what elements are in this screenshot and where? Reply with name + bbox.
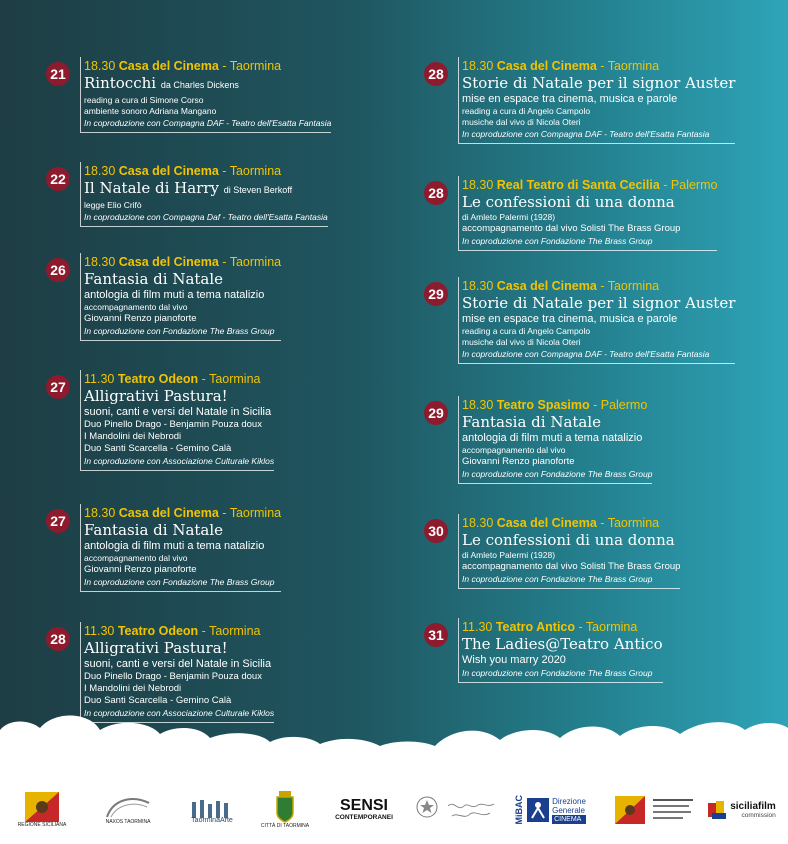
event-detail-line: accompagnamento dal vivo Solisti The Brass Group (462, 223, 681, 234)
event-time: 11.30 (84, 624, 115, 638)
trinacria-icon (25, 792, 59, 822)
event-title-text: Storie di Natale per il signor Auster (462, 74, 736, 92)
event-details (80, 57, 331, 133)
event-header (462, 58, 735, 74)
event-detail-line: Duo Pinello Drago - Benjamin Pouza doux (84, 419, 262, 430)
event-venue: Teatro Antico (495, 620, 576, 634)
event-details (458, 396, 652, 484)
event-header (462, 619, 663, 635)
event-coproduction: In coproduzione con Fondazione The Brass Group (462, 574, 653, 584)
contemporanei-label: CONTEMPORANEI (335, 814, 393, 821)
event-header (462, 177, 717, 193)
taormina-arte-label: TaorminaArte (191, 817, 233, 824)
event-time: 18.30 (462, 59, 494, 73)
event-coproduction: In coproduzione con Fondazione The Brass Group (84, 577, 275, 587)
event-detail-line: legge Elio Crifò (84, 200, 142, 210)
event-title (462, 413, 652, 432)
event-title (84, 521, 281, 540)
event-coproduction: In coproduzione con Associazione Culturale Kiklos (84, 456, 275, 466)
event-details (458, 277, 735, 364)
repubblica-emblem (414, 792, 440, 822)
event-city: - Taormina (600, 59, 660, 73)
event-right-1 (424, 176, 717, 251)
event-venue: Casa del Cinema (118, 164, 219, 178)
event-title-text: Le confessioni di una donna (462, 531, 675, 549)
event-title (84, 639, 274, 658)
taormina-arte-logo (182, 792, 242, 830)
day-badge: 29 (424, 282, 448, 306)
event-title-text: Fantasia di Natale (84, 270, 224, 288)
event-detail-line: di Amleto Palermi (1928) (462, 550, 556, 560)
film-flag-icon (708, 799, 728, 821)
event-right-0 (424, 57, 735, 144)
event-detail-line: musiche dal vivo di Nicola Oteri (462, 117, 581, 127)
event-coproduction: In coproduzione con Compagna Daf - Teatro dell'Esatta Fantasia (84, 212, 328, 222)
event-time: 18.30 (84, 255, 116, 269)
event-header (84, 254, 281, 270)
event-title (462, 193, 717, 212)
dg-label-2: Generale (552, 805, 586, 815)
day-badge: 22 (46, 167, 70, 191)
day-badge: 28 (424, 62, 448, 86)
event-city: - Taormina (222, 59, 282, 73)
event-venue: Teatro Odeon (117, 624, 199, 638)
event-detail-line: musiche dal vivo di Nicola Oteri (462, 337, 581, 347)
event-title (462, 74, 735, 93)
event-time: 18.30 (462, 516, 494, 530)
event-coproduction: In coproduzione con Associazione Culturale Kiklos (84, 708, 275, 718)
event-header (462, 515, 680, 531)
event-venue: Casa del Cinema (118, 59, 219, 73)
event-details (458, 618, 663, 683)
event-details (458, 514, 680, 589)
sensi-label: SENSI (339, 797, 388, 814)
mibac-label: MiBAC (514, 795, 525, 825)
event-detail-line: accompagnamento dal vivo Solisti The Brass Group (462, 561, 681, 572)
event-coproduction: In coproduzione con Compagna DAF - Teatro dell'Esatta Fantasia (462, 129, 710, 139)
event-right-3 (424, 396, 652, 484)
script-text-icon (446, 798, 496, 822)
event-detail-line: I Mandolini dei Nebrodi (84, 431, 182, 442)
event-detail-line: Giovanni Renzo pianoforte (84, 564, 197, 575)
event-details (80, 504, 281, 592)
event-detail-line: reading a cura di Simone Corso (84, 95, 204, 105)
event-header (84, 58, 331, 74)
event-coproduction: In coproduzione con Fondazione The Brass Group (462, 469, 653, 479)
event-title (462, 294, 735, 313)
event-time: 18.30 (84, 164, 116, 178)
event-coproduction: In coproduzione con Fondazione The Brass Group (84, 326, 275, 336)
day-badge: 27 (46, 509, 70, 533)
event-right-5 (424, 618, 663, 683)
event-city: - Taormina (222, 164, 282, 178)
event-header (84, 505, 281, 521)
event-details (80, 253, 281, 341)
event-title (84, 74, 331, 95)
sicilia-film-label: siciliafilm (730, 801, 776, 812)
star-emblem-icon (416, 796, 438, 818)
event-city: - Taormina (600, 279, 660, 293)
event-title (84, 270, 281, 289)
day-badge: 31 (424, 623, 448, 647)
event-left-4 (46, 504, 281, 592)
event-left-3 (46, 370, 274, 471)
crest-icon (274, 789, 296, 823)
citta-taormina-logo (260, 784, 310, 834)
event-venue: Casa del Cinema (496, 59, 597, 73)
event-venue: Casa del Cinema (496, 279, 597, 293)
event-author: da Charles Dickens (160, 80, 239, 90)
event-detail-line: suoni, canti e versi del Natale in Sicilia (84, 406, 272, 418)
agenzia-signature (444, 792, 498, 828)
day-badge: 29 (424, 401, 448, 425)
event-time: 11.30 (462, 620, 493, 634)
event-time: 18.30 (462, 398, 494, 412)
arch-icon (103, 795, 153, 819)
commission-label: commission (741, 812, 776, 819)
event-city: - Taormina (222, 506, 282, 520)
trinacria-small-icon (615, 796, 645, 824)
event-title-text: Alligrativi Pastura! (84, 387, 228, 405)
event-detail-line: Duo Santi Scarcella - Gemino Calà (84, 695, 232, 706)
event-city: - Taormina (222, 255, 282, 269)
event-venue: Teatro Spasimo (496, 398, 590, 412)
event-detail-line: Giovanni Renzo pianoforte (84, 313, 197, 324)
naxos-label: NAXOS TAORMINA (105, 819, 151, 825)
event-coproduction: In coproduzione con Fondazione The Brass Group (462, 236, 653, 246)
event-header (84, 371, 274, 387)
event-detail-line: suoni, canti e versi del Natale in Sicilia (84, 658, 272, 670)
event-detail-line: antologia di film muti a tema natalizio (462, 432, 643, 444)
event-author: di Steven Berkoff (223, 185, 293, 195)
event-title-text: Storie di Natale per il signor Auster (462, 294, 736, 312)
event-header (84, 623, 274, 639)
event-header (84, 163, 328, 179)
event-detail-line: ambiente sonoro Adriana Mangano (84, 106, 217, 116)
event-details (458, 176, 717, 251)
event-title (462, 635, 663, 654)
event-detail-line: Duo Santi Scarcella - Gemino Calà (84, 443, 232, 454)
citta-label: CITTÀ DI TAORMINA (260, 823, 310, 829)
event-title (84, 387, 274, 406)
event-detail-line: accompagnamento dal vivo (84, 553, 188, 563)
event-left-1 (46, 162, 328, 227)
event-detail-line: Giovanni Renzo pianoforte (462, 456, 575, 467)
event-title-text: Rintocchi (84, 74, 157, 92)
event-detail-line: antologia di film muti a tema natalizio (84, 540, 265, 552)
event-detail-line: reading a cura di Angelo Campolo (462, 326, 591, 336)
assessorato-text (652, 790, 698, 830)
event-coproduction: In coproduzione con Compagna DAF - Teatro dell'Esatta Fantasia (84, 118, 332, 128)
event-title-text: Il Natale di Harry (84, 179, 219, 197)
event-detail-line: Duo Pinello Drago - Benjamin Pouza doux (84, 671, 262, 682)
event-venue: Casa del Cinema (118, 506, 219, 520)
regione-siciliana-logo (14, 788, 70, 832)
event-venue: Casa del Cinema (118, 255, 219, 269)
event-time: 18.30 (462, 178, 494, 192)
event-detail-line: reading a cura di Angelo Campolo (462, 106, 591, 116)
event-coproduction: In coproduzione con Compagna DAF - Teatro dell'Esatta Fantasia (462, 349, 710, 359)
event-coproduction: In coproduzione con Fondazione The Brass Group (462, 668, 653, 678)
event-detail-line: antologia di film muti a tema natalizio (84, 289, 265, 301)
dg-label-3: CINEMA (552, 815, 586, 824)
event-venue: Teatro Odeon (117, 372, 199, 386)
event-time: 18.30 (462, 279, 494, 293)
event-time: 11.30 (84, 372, 115, 386)
event-header (462, 278, 735, 294)
day-badge: 26 (46, 258, 70, 282)
day-badge: 30 (424, 519, 448, 543)
event-title-text: Alligrativi Pastura! (84, 639, 228, 657)
event-detail-line: I Mandolini dei Nebrodi (84, 683, 182, 694)
day-badge: 27 (46, 375, 70, 399)
event-city: - Taormina (600, 516, 660, 530)
event-venue: Casa del Cinema (496, 516, 597, 530)
event-detail-line: mise en espace tra cinema, musica e parole (462, 313, 678, 325)
regione-label: REGIONE SICILIANA (17, 822, 67, 828)
event-right-2 (424, 277, 735, 364)
sicilia-film-commission-logo (702, 792, 782, 828)
small-text-block-icon (653, 797, 697, 823)
event-time: 18.30 (84, 506, 116, 520)
logo-bar (0, 778, 788, 838)
day-badge: 21 (46, 62, 70, 86)
event-details (458, 57, 735, 144)
naxos-logo (96, 790, 160, 830)
day-badge: 28 (46, 627, 70, 651)
event-detail-line: accompagnamento dal vivo (462, 445, 566, 455)
event-left-2 (46, 253, 281, 341)
event-details (80, 370, 274, 471)
day-badge: 28 (424, 181, 448, 205)
dg-cinema-logo (504, 788, 596, 832)
event-city: - Taormina (201, 372, 261, 386)
event-venue: Real Teatro di Santa Cecilia (496, 178, 660, 192)
event-detail-line: accompagnamento dal vivo (84, 302, 188, 312)
event-title-text: Fantasia di Natale (462, 413, 602, 431)
event-city: - Palermo (593, 398, 648, 412)
event-detail-line: Wish you marry 2020 (462, 654, 566, 666)
regione-trinacria-logo (610, 790, 650, 830)
event-city: - Taormina (201, 624, 261, 638)
event-detail-line: di Amleto Palermi (1928) (462, 212, 556, 222)
event-time: 18.30 (84, 59, 116, 73)
event-title-text: The Ladies@Teatro Antico (462, 635, 663, 653)
event-title-text: Fantasia di Natale (84, 521, 224, 539)
event-city: - Palermo (663, 178, 718, 192)
sensi-contemporanei-logo (326, 792, 402, 828)
event-title-text: Le confessioni di una donna (462, 193, 675, 211)
event-city: - Taormina (578, 620, 638, 634)
columns-icon (190, 798, 234, 818)
event-header (462, 397, 652, 413)
event-details (80, 162, 328, 227)
cinema-figure-icon (527, 798, 549, 822)
event-right-4 (424, 514, 680, 589)
event-title (462, 531, 680, 550)
event-left-0 (46, 57, 331, 133)
event-title (84, 179, 328, 200)
event-detail-line: mise en espace tra cinema, musica e parole (462, 93, 678, 105)
dg-label-1: Direzione (552, 796, 586, 806)
